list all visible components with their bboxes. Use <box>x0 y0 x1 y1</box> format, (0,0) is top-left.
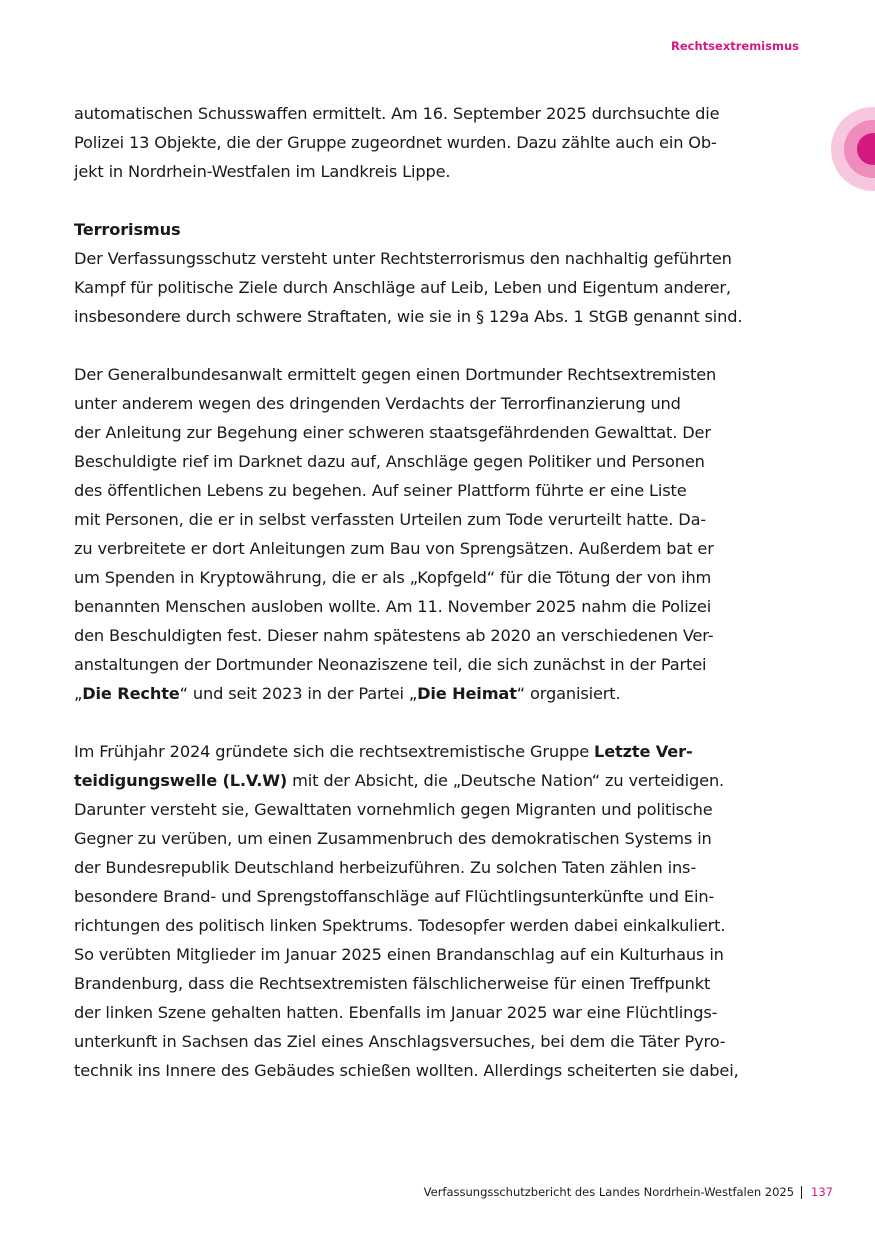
text-line: mit Personen, die er in selbst verfassten Urteilen zum Tode verurteilt hatte. Da- <box>74 510 707 529</box>
text-line: des öffentlichen Lebens zu begehen. Auf seiner Plattform führte er eine Liste <box>74 481 687 500</box>
publication-title: Verfassungsschutzbericht des Landes Nordrhein-Westfalen 2025 <box>423 1185 795 1199</box>
decorative-circles-graphic <box>831 107 875 191</box>
paragraph-intro <box>74 99 809 186</box>
text-line: Gegner zu verüben, um einen Zusammenbruch des demokratischen Systems in <box>74 829 712 848</box>
text-line: Beschuldigte rief im Darknet dazu auf, Anschläge gegen Politiker und Personen <box>74 452 705 471</box>
text-fragment: “ und seit 2023 in der Partei „ <box>179 684 418 703</box>
text-line: anstaltungen der Dortmunder Neonaziszene teil, die sich zunächst in der Partei <box>74 655 707 674</box>
text-line <box>74 737 809 766</box>
text-fragment: mit der Absicht, die „Deutsche Nation“ zu verteidigen. <box>287 771 725 790</box>
text-line: der linken Szene gehalten hatten. Ebenfalls im Januar 2025 war eine Flüchtlings- <box>74 1003 718 1022</box>
text-line: So verübten Mitglieder im Januar 2025 einen Brandanschlag auf ein Kulturhaus in <box>74 945 724 964</box>
text-line: jekt in Nordrhein-Westfalen im Landkreis Lippe. <box>74 162 451 181</box>
text-line: automatischen Schusswaffen ermittelt. Am 16. September 2025 durchsuchte die <box>74 104 720 123</box>
text-line: der Anleitung zur Begehung einer schweren staatsgefährdenden Gewalttat. Der <box>74 423 711 442</box>
section-terrorism <box>74 215 809 331</box>
paragraph-dortmund <box>74 360 809 708</box>
text-line: Brandenburg, dass die Rechtsextremisten fälschlicherweise für einen Treffpunkt <box>74 974 711 993</box>
party-name-die-heimat: Die Heimat <box>417 684 517 703</box>
text-line <box>74 766 809 795</box>
text-fragment: Im Frühjahr 2024 gründete sich die rechtsextremistische Gruppe <box>74 742 595 761</box>
party-name-die-rechte: Die Rechte <box>82 684 180 703</box>
text-line: Kampf für politische Ziele durch Anschläge auf Leib, Leben und Eigentum anderer, <box>74 278 731 297</box>
text-line: Darunter versteht sie, Gewalttaten vornehmlich gegen Migranten und politische <box>74 800 713 819</box>
text-line: unterkunft in Sachsen das Ziel eines Anschlagsversuches, bei dem die Täter Pyro- <box>74 1032 726 1051</box>
group-name: Letzte Ver- <box>594 742 693 761</box>
text-fragment: “ organisiert. <box>516 684 621 703</box>
text-line: technik ins Innere des Gebäudes schießen wollten. Allerdings scheiterten sie dabei, <box>74 1061 739 1080</box>
text-line: besondere Brand- und Sprengstoffanschläge auf Flüchtlingsunterkünfte und Ein- <box>74 887 715 906</box>
paragraph-lvw <box>74 737 809 1085</box>
text-line: Polizei 13 Objekte, die der Gruppe zugeordnet wurden. Dazu zählte auch ein Ob- <box>74 133 717 152</box>
text-line: unter anderem wegen des dringenden Verdachts der Terrorfinanzierung und <box>74 394 681 413</box>
group-name: teidigungswelle (L.V.W) <box>74 771 288 790</box>
text-line: um Spenden in Kryptowährung, die er als „Kopfgeld“ für die Tötung der von ihm <box>74 568 712 587</box>
text-line: Der Generalbundesanwalt ermittelt gegen einen Dortmunder Rechtsextremisten <box>74 365 717 384</box>
page-body <box>74 99 809 1085</box>
section-title: Rechtsextremismus <box>671 39 799 53</box>
section-heading: Terrorismus <box>74 220 181 239</box>
text-line: den Beschuldigten fest. Dieser nahm spätestens ab 2020 an verschiedenen Ver- <box>74 626 714 645</box>
text-line: Der Verfassungsschutz versteht unter Rechtsterrorismus den nachhaltig geführten <box>74 249 732 268</box>
text-line: insbesondere durch schwere Straftaten, wie sie in § 129a Abs. 1 StGB genannt sind. <box>74 307 743 326</box>
page-number: 137 <box>811 1185 833 1199</box>
quote-mark: „ <box>74 684 83 703</box>
text-line: zu verbreitete er dort Anleitungen zum Bau von Sprengsätzen. Außerdem bat er <box>74 539 714 558</box>
text-line: benannten Menschen ausloben wollte. Am 11. November 2025 nahm die Polizei <box>74 597 712 616</box>
footer-divider <box>801 1186 802 1199</box>
text-line <box>74 679 809 708</box>
text-line: der Bundesrepublik Deutschland herbeizuführen. Zu solchen Taten zählen ins- <box>74 858 697 877</box>
page-footer <box>424 1185 833 1199</box>
text-line: richtungen des politisch linken Spektrums. Todesopfer werden dabei einkalkuliert. <box>74 916 726 935</box>
